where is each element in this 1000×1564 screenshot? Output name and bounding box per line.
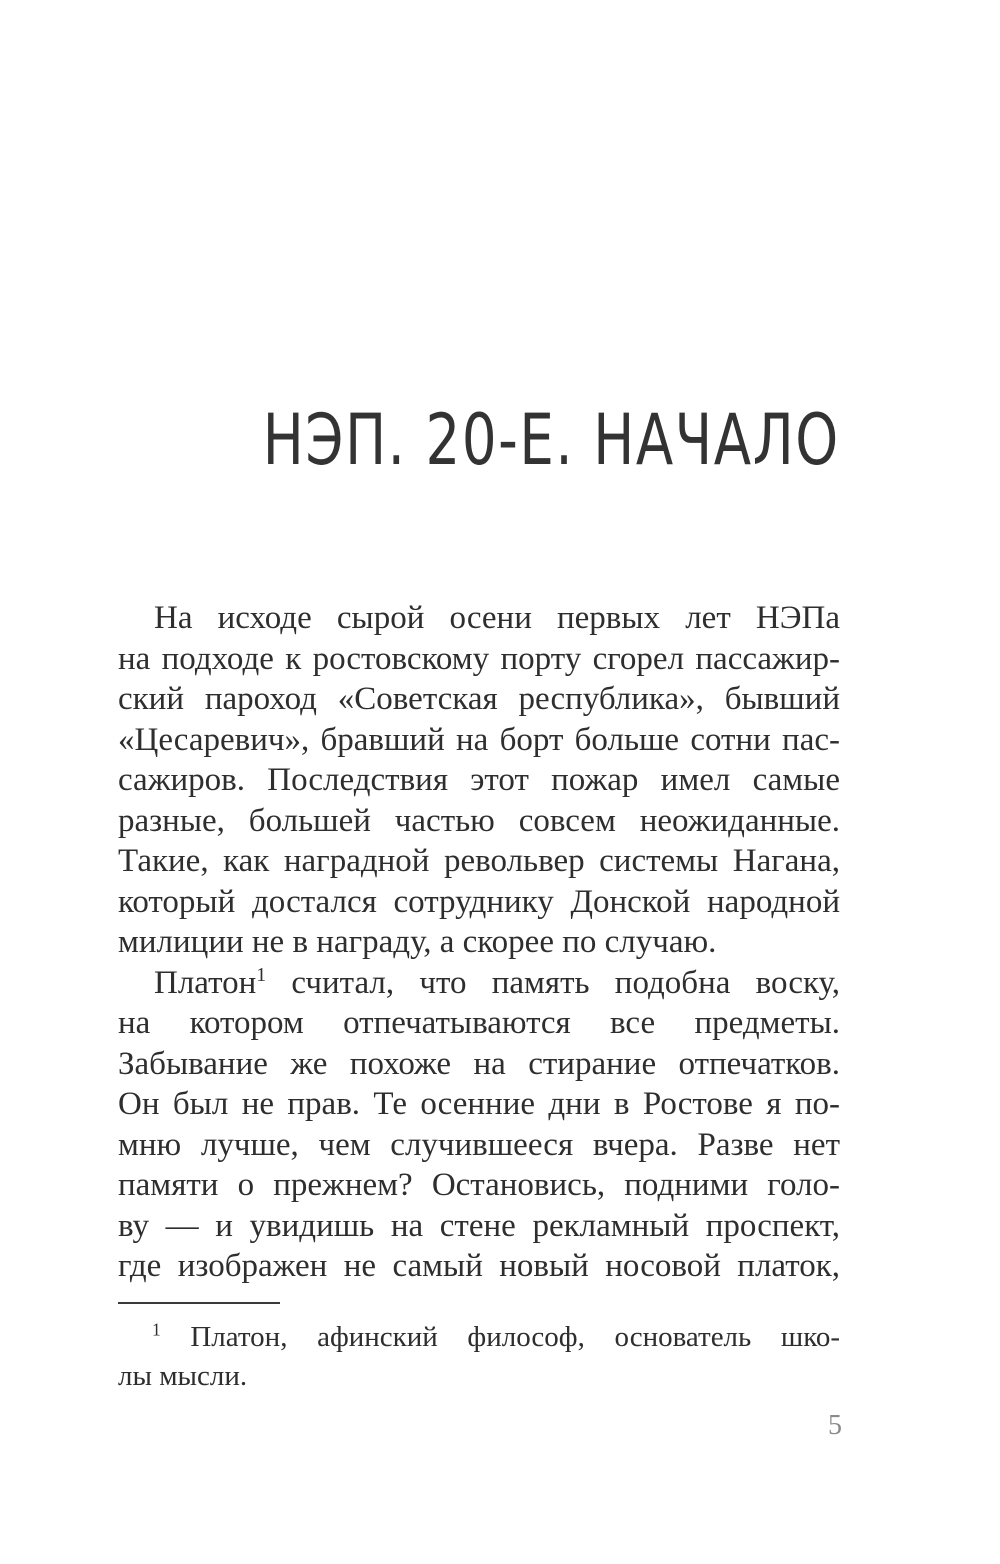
text-line-rest: считал, что память подобна воску, [266,964,840,1001]
text-line: сажиров. Последствия этот пожар имел самые [118,762,840,798]
text-line: на подходе к ростовскому порту сгорел пассажир- [118,640,840,677]
text-line: Забывание же похоже на стирание отпечатков. [118,1045,840,1082]
footnote-anchor-word: Платон [154,964,257,1001]
main-text [118,598,840,1287]
text-line: Такие, как наградной револьвер системы Нагана, [118,843,840,879]
text-line: Он был не прав. Те осенние дни в Ростове я по- [118,1086,840,1122]
text-line: на котором отпечатываются все предметы. [118,1005,840,1041]
text-line: милиции не в награду, а скорее по случаю. [118,924,717,960]
text-line: где изображен не самый новый носовой платок, [118,1248,840,1284]
footnotes [118,1318,840,1396]
text-line: мню лучше, чем случившееся вчера. Разве нет [118,1126,840,1163]
footnote-number: 1 [152,1319,161,1340]
page-number: 5 [828,1410,842,1441]
text-line-with-footnote [118,963,840,1004]
text-line: который достался сотруднику Донской народной [118,883,840,920]
text-line: «Цесаревич», бравший на борт больше сотни пас- [118,721,840,758]
text-line: ву — и увидишь на стене рекламный проспект, [118,1207,840,1244]
text-line: разные, большей частью совсем неожиданные. [118,802,840,839]
footnote-line: лы мысли. [118,1360,248,1392]
footnote-text: Платон, афинский философ, основатель шко- [190,1321,840,1353]
text-line: памяти о прежнем? Остановись, подними голо- [118,1167,840,1203]
text-line: На исходе сырой осени первых лет НЭПа [154,600,840,636]
footnote-divider [118,1302,280,1304]
footnote-marker: 1 [256,963,267,986]
footnote-line [118,1318,840,1357]
text-line: ский пароход «Советская республика», бывший [118,681,840,717]
chapter-title: НЭП. 20-Е. НАЧАЛО [262,399,840,481]
